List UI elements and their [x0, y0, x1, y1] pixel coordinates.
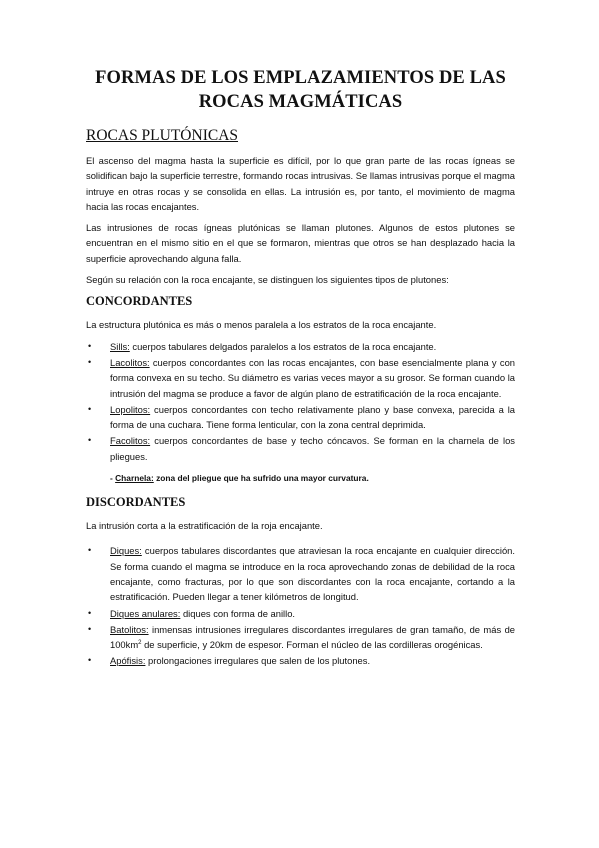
subheading-discordantes: DISCORDANTES: [86, 495, 186, 510]
list-item-facolitos: [86, 433, 515, 464]
paragraph-1: El ascenso del magma hasta la superficie es difícil, por lo que gran parte de las rocas ígneas se solidifican bajo la superficie terrestre, formando rocas intrusivas. Se llamas intrusivas porque el magma intruye en otras rocas y se consolida en ellas. La intrusión es, por tanto, el movimiento de magma hacia las rocas encajantes.: [86, 155, 515, 212]
term-lacolitos: Lacolitos:: [110, 356, 150, 368]
definition-diques-anulares: diques con forma de anillo.: [180, 607, 296, 619]
title-line-1: FORMAS DE LOS EMPLAZAMIENTOS DE LAS: [95, 68, 506, 88]
term-diques: Diques:: [110, 545, 142, 557]
definition-charnela: zona del pliegue que ha sufrido una mayor curvatura.: [153, 473, 369, 484]
bullet-icon: •: [88, 403, 92, 414]
definition-apofisis: prolongaciones irregulares que salen de los plutones.: [145, 655, 371, 667]
term-diques-anulares: Diques anulares:: [110, 607, 181, 619]
discordantes-intro: La intrusión corta a la estratificación de la roja encajante.: [86, 520, 323, 532]
subheading-concordantes: CONCORDANTES: [86, 294, 193, 309]
dash-marker: -: [110, 473, 116, 484]
list-item-diques: [86, 543, 515, 604]
superscript-2: 2: [138, 640, 142, 646]
term-facolitos: Facolitos:: [110, 435, 151, 447]
definition-batolitos-part-2: de superficie, y 20km de espesor. Forman el núcleo de las cordilleras orogénicas.: [141, 639, 483, 651]
list-item-sills: [86, 339, 515, 354]
paragraph-3: Según su relación con la roca encajante, se distinguen los siguientes tipos de plutones:: [86, 274, 449, 286]
bullet-icon: •: [88, 356, 92, 367]
definition-diques: cuerpos tabulares discordantes que atraviesan la roca encajante en cualquier dirección. Se forma cuando el magma se introduce en la roca aprovechando zonas de debilidad de la roca encajante, como fracturas, por lo que son discordantes con la roca encajante, cortando a la estratificación. Pueden llegar a tener kilómetros de longitud.: [110, 545, 515, 603]
list-item-batolitos: [86, 622, 515, 653]
title-line-2: ROCAS MAGMÁTICAS: [198, 92, 403, 112]
definition-lacolitos: cuerpos concordantes con las rocas encajantes, con base esencialmente plana y con forma convexa en su techo. Su diámetro es varias veces mayor a su grosor. Se forman cuando la intrusión del magma se produce a favor de algún plano de estratificación de la roca encajante.: [110, 356, 515, 399]
definition-lopolitos: cuerpos concordantes con techo relativamente plano y base convexa, parecida a la forma de una cuchara. Tiene forma lenticular, con la zona central deprimida.: [110, 403, 515, 431]
bullet-icon: •: [88, 607, 92, 618]
paragraph-2: Las intrusiones de rocas ígneas plutónicas se llaman plutones. Algunos de estos plutones se encuentran en el mismo sitio en el que se formaron, mientras que otros se han desplazado hacia la superficie aprovechando alguna falla.: [86, 222, 515, 264]
bullet-icon: •: [88, 545, 92, 556]
list-item-lopolitos: [86, 402, 515, 433]
definition-batolitos-part-1: inmensas intrusiones irregulares discordantes irregulares de gran tamaño, de más de 100km: [110, 623, 515, 651]
section-heading-rocas-plutonicas: ROCAS PLUTÓNICAS: [86, 127, 239, 144]
term-apofisis: Apófisis:: [110, 655, 146, 667]
concordantes-list: [86, 339, 515, 464]
bullet-icon: •: [88, 340, 92, 351]
term-batolitos: Batolitos:: [110, 623, 149, 635]
list-item-diques-anulares: [86, 606, 515, 621]
term-charnela: Charnela:: [115, 473, 154, 484]
list-item-apofisis: [86, 653, 515, 668]
definition-facolitos: cuerpos concordantes de base y techo cóncavos. Se forman en la charnela de los pliegues.: [110, 435, 515, 462]
discordantes-list: [86, 543, 515, 668]
document-title: [86, 66, 515, 114]
bullet-icon: •: [88, 655, 92, 666]
bullet-icon: •: [88, 435, 92, 446]
term-sills: Sills:: [110, 340, 130, 352]
list-item-lacolitos: [86, 355, 515, 401]
definition-sills: cuerpos tabulares delgados paralelos a los estratos de la roca encajante.: [129, 340, 437, 352]
sub-item-charnela: [86, 472, 515, 485]
term-lopolitos: Lopolitos:: [110, 403, 151, 415]
concordantes-intro: La estructura plutónica es más o menos paralela a los estratos de la roca encajante.: [86, 319, 437, 331]
bullet-icon: •: [88, 623, 92, 634]
